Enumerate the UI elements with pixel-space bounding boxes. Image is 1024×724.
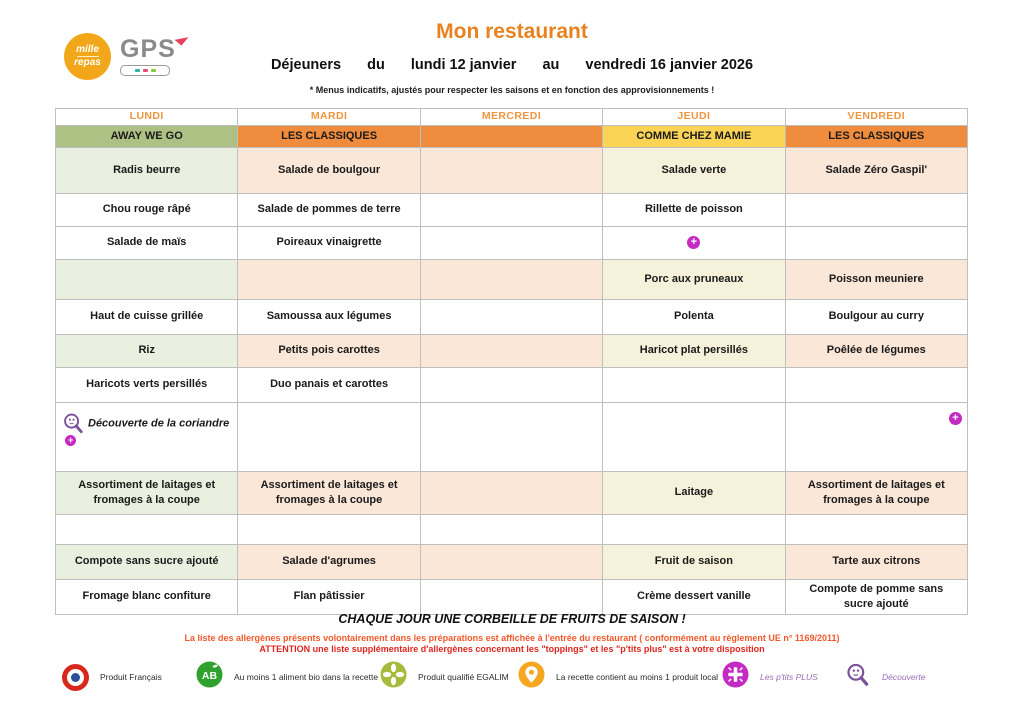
menu-table — [55, 108, 968, 615]
ab-bio-icon — [196, 661, 223, 693]
menu-cell: Chou rouge râpé — [56, 193, 238, 226]
day-header-mercredi: MERCREDI — [420, 109, 602, 126]
menu-cell — [420, 471, 602, 514]
discovery-icon — [62, 417, 88, 429]
legend-item-ptits-plus — [722, 662, 818, 692]
menu-cell — [603, 367, 785, 402]
menu-cell — [785, 226, 967, 259]
date-line — [0, 57, 1024, 73]
menu-cell: Haut de cuisse grillée — [56, 299, 238, 334]
menu-cell: Assortiment de laitages et fromages à la coupe — [238, 471, 420, 514]
mille-repas-line1: mille — [76, 43, 99, 55]
day-header-mardi: MARDI — [238, 109, 420, 126]
page-title: Mon restaurant — [436, 20, 588, 43]
date-end: vendredi 16 janvier 2026 — [585, 57, 754, 73]
menu-cell: Tarte aux citrons — [785, 544, 967, 579]
allergen-warning: ATTENTION une liste supplémentaire d'allergènes concernant les "toppings" et les "p'tits plus" est à votre disposition — [259, 644, 765, 654]
menu-item-label: Découverte de la coriandre — [88, 417, 230, 430]
legend-item-bio — [196, 662, 378, 692]
menu-cell: Crème dessert vanille — [603, 579, 785, 614]
local-pin-icon — [518, 661, 545, 693]
menu-cell — [56, 514, 238, 544]
menu-cell: Polenta — [603, 299, 785, 334]
allergen-notice: La liste des allergènes présents volontairement dans les préparations est affichée à l'entrée du restaurant ( conformément au règlement UE n° 1169/2011) — [184, 633, 840, 643]
menu-cell: Compote sans sucre ajouté — [56, 544, 238, 579]
menu-cell: Flan pâtissier — [238, 579, 420, 614]
mille-repas-line2: repas — [74, 57, 101, 68]
menu-cell — [603, 514, 785, 544]
menu-cell — [238, 402, 420, 471]
menu-item-label: Salade Zéro Gaspil' — [825, 163, 928, 176]
menu-cell: Poisson meuniere — [785, 259, 967, 299]
menu-cell — [420, 579, 602, 614]
theme-cell: LES CLASSIQUES — [238, 125, 420, 147]
menu-cell: Compote de pomme sans sucre ajouté — [785, 579, 967, 614]
menu-cell — [420, 299, 602, 334]
menu-cell: Radis beurre — [56, 147, 238, 193]
legend — [0, 662, 1024, 702]
menu-cell — [420, 147, 602, 193]
day-header-vendredi: VENDREDI — [785, 109, 967, 126]
egalim-flower-icon — [380, 661, 407, 693]
legend-label: Produit qualifié EGALIM — [418, 672, 509, 682]
menu-cell — [603, 402, 785, 471]
menu-cell — [56, 402, 238, 471]
menu-cell — [238, 259, 420, 299]
menu-cell: Samoussa aux légumes — [238, 299, 420, 334]
menu-cell: Laitage — [603, 471, 785, 514]
discovery-magnifier-icon — [845, 662, 871, 693]
legend-label: Découverte — [882, 672, 926, 682]
menu-cell: Assortiment de laitages et fromages à la coupe — [785, 471, 967, 514]
menu-cell — [785, 367, 967, 402]
menu-cell: Petits pois carottes — [238, 334, 420, 367]
menu-cell — [785, 193, 967, 226]
menu-cell — [420, 226, 602, 259]
menu-cell: Assortiment de laitages et fromages à la coupe — [56, 471, 238, 514]
legend-item-egalim — [380, 662, 509, 692]
theme-cell: LES CLASSIQUES — [785, 125, 967, 147]
menu-cell — [420, 334, 602, 367]
menu-cell — [420, 259, 602, 299]
menu-cell: Fruit de saison — [603, 544, 785, 579]
menu-cell — [56, 259, 238, 299]
menu-cell — [603, 226, 785, 259]
fruits-banner: CHAQUE JOUR UNE CORBEILLE DE FRUITS DE SAISON ! — [338, 612, 686, 626]
menu-cell: Riz — [56, 334, 238, 367]
menu-cell: Boulgour au curry — [785, 299, 967, 334]
theme-cell — [420, 125, 602, 147]
plus-icon: + — [687, 236, 700, 249]
menu-cell: Haricots verts persillés — [56, 367, 238, 402]
date-start: lundi 12 janvier — [410, 57, 517, 73]
menu-cell: Fromage blanc confiture — [56, 579, 238, 614]
theme-cell: COMME CHEZ MAMIE — [603, 125, 785, 147]
menu-cell — [420, 544, 602, 579]
menu-cell — [785, 514, 967, 544]
ptits-plus-icon — [722, 661, 749, 693]
svg-text:AB: AB — [201, 670, 218, 683]
menu-cell — [785, 147, 967, 193]
menu-cell: Poireaux vinaigrette — [238, 226, 420, 259]
legend-item-decouverte — [845, 662, 925, 692]
menu-cell: Salade de maïs — [56, 226, 238, 259]
france-roundel-icon — [62, 664, 89, 691]
theme-cell: AWAY WE GO — [56, 125, 238, 147]
menu-cell: Salade de boulgour — [238, 147, 420, 193]
menu-cell: Rillette de poisson — [603, 193, 785, 226]
plus-icon: + — [65, 435, 76, 446]
menu-cell — [420, 367, 602, 402]
menu-cell: Porc aux pruneaux — [603, 259, 785, 299]
menu-cell — [785, 402, 967, 471]
menu-cell: Duo panais et carottes — [238, 367, 420, 402]
menu-cell: Salade d'agrumes — [238, 544, 420, 579]
plus-icon: + — [949, 412, 962, 425]
day-header-jeudi: JEUDI — [603, 109, 785, 126]
menu-cell — [420, 514, 602, 544]
legend-label: Au moins 1 aliment bio dans la recette — [234, 672, 379, 682]
menu-cell — [420, 402, 602, 471]
date-word: du — [367, 57, 385, 73]
menu-cell: Salade verte — [603, 147, 785, 193]
menu-cell: Poêlée de légumes — [785, 334, 967, 367]
day-header-lundi: LUNDI — [56, 109, 238, 126]
legend-label: Les p'tits PLUS — [760, 672, 818, 682]
menu-cell — [420, 193, 602, 226]
date-word: au — [542, 57, 560, 73]
legend-item-produit-francais — [62, 662, 162, 692]
menu-cell: Salade de pommes de terre — [238, 193, 420, 226]
gps-logo-text: GPS — [120, 35, 176, 63]
menu-disclaimer: * Menus indicatifs, ajustés pour respecter les saisons et en fonction des approvisionnements ! — [309, 85, 715, 95]
legend-label: La recette contient au moins 1 produit local — [556, 672, 719, 682]
menu-cell: Haricot plat persillés — [603, 334, 785, 367]
legend-item-local — [518, 662, 718, 692]
legend-label: Produit Français — [100, 672, 162, 682]
date-word: Déjeuners — [270, 57, 342, 73]
menu-cell — [238, 514, 420, 544]
